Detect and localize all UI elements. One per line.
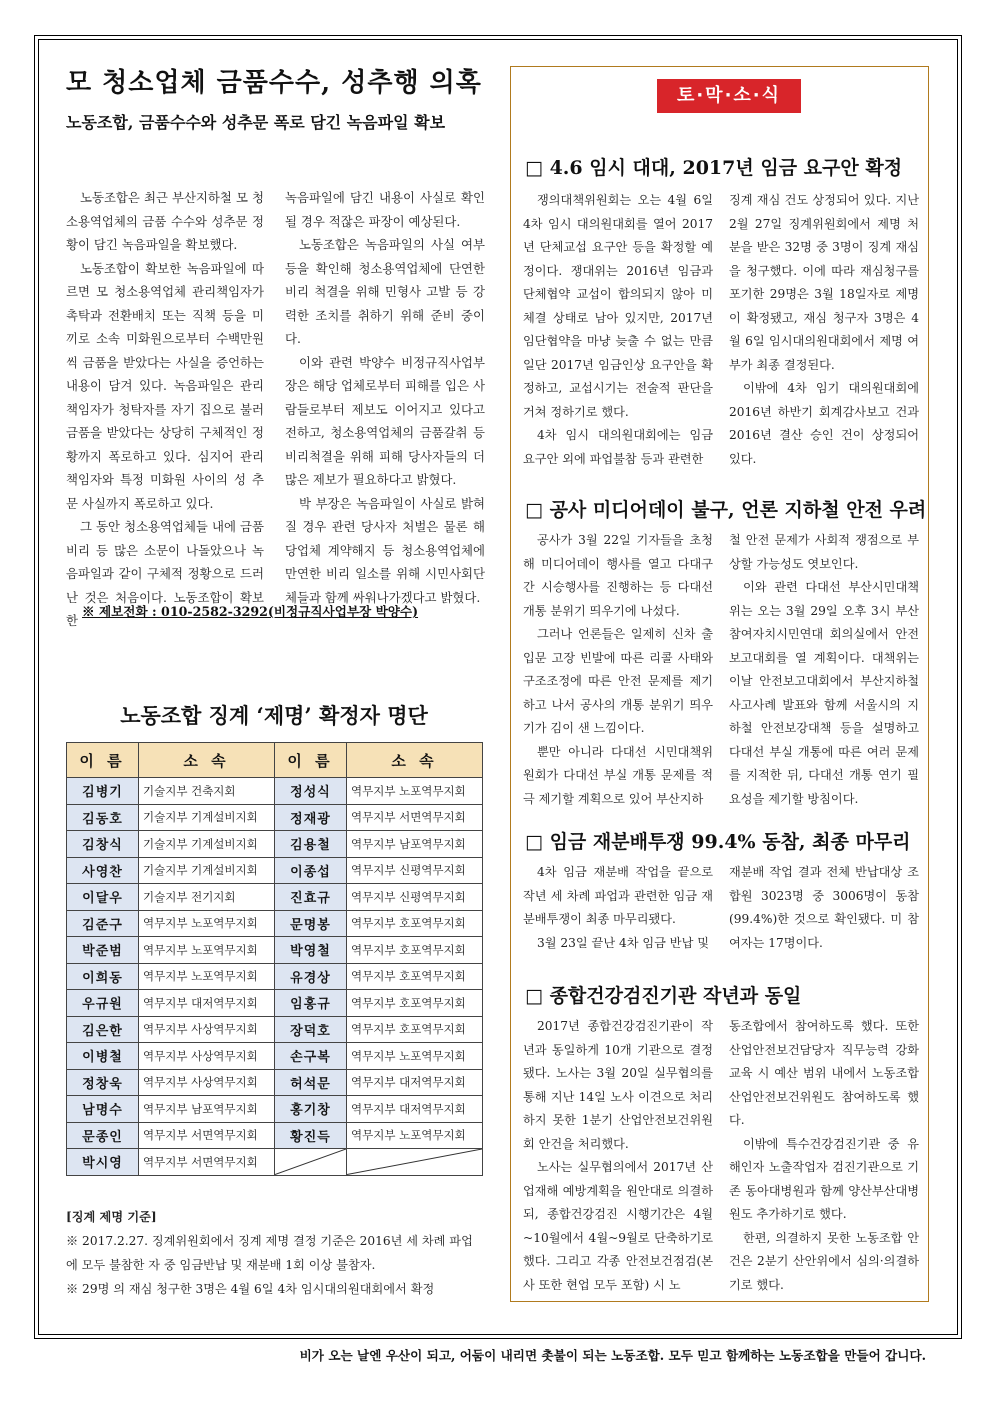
member-affiliation: 역무지부 호포역무지회 — [347, 937, 483, 964]
roster-row — [67, 990, 483, 1017]
article-headline: 모 청소업체 금품수수, 성추행 의혹 — [66, 68, 482, 98]
news-paragraph: 그러나 언론들은 일제히 신차 출입문 고장 빈발에 따른 리콜 사태와 구조조정에 따른 안전 문제를 제기하고 나서 공사의 개통 분위기 띄우기가 김이 샌 느낌이다. — [523, 627, 713, 735]
news-paragraph: 공사가 3월 22일 기자들을 초청해 미디어데이 행사를 열고 다대구간 시승행사를 진행하는 등 다대선 개통 분위기 띄우기에 나섰다. — [523, 533, 713, 618]
member-affiliation: 역무지부 노포역무지회 — [139, 963, 275, 990]
news-paragraph: 2017년 종합건강검진기관이 작년과 동일하게 10개 기관으로 결정됐다. 노사는 3월 20일 실무협의를 통해 지난 14일 노사 이견으로 처리하지 못한 1분기 산업안전보건위원회 안건을 처리했다. — [523, 1019, 713, 1151]
article-paragraph: 그 동안 청소용역업체들 내에 금품비리 등 많은 소문이 나돌았으나 녹음파일과 같이 구체적 정황으로 드러난 것은 처음이다. 노동조합이 확보한 — [66, 519, 264, 628]
news-section-title: □ 4.6 임시 대대, 2017년 임금 요구안 확정 — [525, 157, 903, 179]
roster-row — [67, 1043, 483, 1070]
news-section-title: □ 공사 미디어데이 불구, 언론 지하철 안전 우려 — [525, 499, 927, 521]
member-affiliation: 역무지부 호포역무지회 — [347, 1016, 483, 1043]
member-affiliation: 역무지부 대저역무지회 — [139, 990, 275, 1017]
member-name: 이달우 — [67, 884, 139, 911]
news-paragraph: 4차 임금 재분배 작업을 끝으로 작년 세 차례 파업과 관련한 임금 재분배투쟁이 최종 마무리됐다. — [523, 865, 713, 926]
news-column — [523, 189, 713, 471]
slash-mark — [275, 1149, 346, 1175]
member-name: 임홍규 — [275, 990, 347, 1017]
member-name: 장덕호 — [275, 1016, 347, 1043]
member-name: 황진득 — [275, 1122, 347, 1149]
member-affiliation: 역무지부 남포역무지회 — [347, 831, 483, 858]
news-column — [729, 1015, 919, 1297]
news-paragraph: 재분배 작업 결과 전체 반납대상 조합원 3023명 중 3006명이 동참(99.4%)한 것으로 확인됐다. 미 참여자는 17명이다. — [729, 865, 919, 950]
member-affiliation: 기술지부 건축지회 — [139, 778, 275, 805]
article-paragraph: 노동조합이 확보한 녹음파일에 따르면 모 청소용역업체 관리책임자가 촉탁과 전환배치 또는 직책 등을 미끼로 소속 미화원으로부터 수백만원씩 금품을 받았다는 사실을 증언하는 내용이 담겨 있다. 녹음파일은 관리책임자가 청탁자를 자기 집으로 불러 금품을 받았다는 상당히 구체적인 정황까지 폭로하고 있다. 심지어 관리책임자와 특정 미화원 사이의 성 추문 사실까지 폭로하고 있다. — [66, 260, 264, 511]
news-column — [729, 861, 919, 955]
article-paragraph: 노동조합은 녹음파일의 사실 여부 등을 확인해 청소용역업체에 단연한 비리 척결을 위해 민형사 고발 등 강력한 조치를 취하기 위해 준비 중이다. — [285, 237, 485, 346]
article-subhead: 노동조합, 금품수수와 성추문 폭로 담긴 녹음파일 확보 — [66, 113, 446, 132]
news-paragraph: 철 안전 문제가 사회적 쟁점으로 부상할 가능성도 엿보인다. — [729, 533, 919, 571]
roster-title: 노동조합 징계 ‘제명’ 확정자 명단 — [120, 703, 428, 728]
member-name: 허석문 — [275, 1069, 347, 1096]
member-name: 문종인 — [67, 1122, 139, 1149]
member-affiliation: 역무지부 사상역무지회 — [139, 1016, 275, 1043]
member-affiliation: 역무지부 신평역무지회 — [347, 857, 483, 884]
member-affiliation: 역무지부 서면역무지회 — [139, 1149, 275, 1176]
member-name: 사영찬 — [67, 857, 139, 884]
member-affiliation: 역무지부 사상역무지회 — [139, 1069, 275, 1096]
member-name: 이병철 — [67, 1043, 139, 1070]
news-paragraph: 쟁의대책위원회는 오는 4월 6일 4차 임시 대의원대회를 열어 2017년 단체교섭 요구안 등을 확정할 예정이다. 쟁대위는 2016년 임금과 단체협약 교섭이 합의되지 않아 미체결 상태로 남아 있지만, 2017년 임단협약을 마냥 늦출 수 없는 만큼 일단 2017년 임금인상 요구안을 확정하고, 교섭시기는 전술적 판단을 거쳐 정하기로 했다. — [523, 193, 713, 419]
member-name: 김병기 — [67, 778, 139, 805]
news-paragraph: 노사는 실무협의에서 2017년 산업재해 예방계획을 원안대로 의결하되, 종합건강검진 시행기간은 4월~10월에서 4월~9월로 단축하기로 했다. 그리고 각종 안전보건점검(본사 또한 현업 모두 포함) 시 노 — [523, 1160, 713, 1292]
roster-row — [67, 778, 483, 805]
member-affiliation: 역무지부 노포역무지회 — [347, 1122, 483, 1149]
member-affiliation: 역무지부 노포역무지회 — [347, 778, 483, 805]
news-paragraph: 이밖에 4차 임기 대의원대회에 2016년 하반기 회계감사보고 건과 2016년 결산 승인 건이 상정되어 있다. — [729, 381, 919, 466]
criteria-title: [징계 제명 기준] — [66, 1210, 157, 1224]
member-name: 정재광 — [275, 804, 347, 831]
news-section-title: □ 임금 재분배투쟁 99.4% 동참, 최종 마무리 — [525, 831, 911, 853]
roster-row — [67, 1149, 483, 1176]
member-affiliation: 기술지부 기계설비지회 — [139, 857, 275, 884]
news-brief-box — [510, 66, 929, 1302]
news-paragraph: 동조합에서 참여하도록 했다. 또한 산업안전보건담당자 직무능력 강화교육 시 예산 범위 내에서 노동조합 산업안전보건위원도 참여하도록 했다. — [729, 1019, 919, 1127]
member-affiliation: 역무지부 노포역무지회 — [347, 1043, 483, 1070]
news-column — [523, 529, 713, 811]
roster-row — [67, 963, 483, 990]
member-name: 박영철 — [275, 937, 347, 964]
roster-row — [67, 937, 483, 964]
member-name: 김은한 — [67, 1016, 139, 1043]
member-name: 김준구 — [67, 910, 139, 937]
member-name: 남명수 — [67, 1096, 139, 1123]
member-affiliation: 역무지부 사상역무지회 — [139, 1043, 275, 1070]
member-affiliation: 기술지부 전기지회 — [139, 884, 275, 911]
roster-table — [66, 742, 483, 1176]
article-paragraph: 박 부장은 녹음파일이 사실로 밝혀질 경우 관련 당사자 처벌은 물론 해당업체 계약해지 등 청소용역업체에 만연한 비리 일소를 위해 시민사회단체들과 함께 싸워나가겠다고 밝혔다. — [285, 495, 485, 605]
member-affiliation: 역무지부 노포역무지회 — [139, 910, 275, 937]
empty-cell — [347, 1149, 483, 1176]
member-name: 김창식 — [67, 831, 139, 858]
header-name: 이 름 — [275, 743, 347, 778]
footer-slogan: 비가 오는 날엔 우산이 되고, 어둠이 내리면 촛불이 되는 노동조합. 모두 믿고 함께하는 노동조합을 만들어 갑니다. — [299, 1348, 926, 1363]
criteria-item: ※ 29명 의 재심 청구한 3명은 4월 6일 4차 임시대의원대회에서 확정 — [66, 1282, 435, 1296]
member-name: 박시영 — [67, 1149, 139, 1176]
member-affiliation: 역무지부 호포역무지회 — [347, 963, 483, 990]
member-name: 유경상 — [275, 963, 347, 990]
roster-row — [67, 1096, 483, 1123]
roster-body — [67, 778, 483, 1176]
roster-row — [67, 910, 483, 937]
roster-row — [67, 1069, 483, 1096]
news-paragraph: 이밖에 특수건강검진기관 중 유해인자 노출작업자 검진기관으로 기존 동아대병원과 함께 양산부산대병원도 추가하기로 했다. — [729, 1136, 919, 1221]
news-paragraph: 이와 관련 다대선 부산시민대책위는 오는 3월 29일 오후 3시 부산참여자치시민연대 회의실에서 안전보고대회를 열 계획이다. 대책위는 이날 안전보고대회에서 부산지하철 사고사례 발표와 함께 서울시의 지하철 안전보강대책 등을 설명하고 다대선 부실 개통에 따른 여러 문제를 지적한 뒤, 다대선 개통 연기 필요성을 제기할 방침이다. — [729, 580, 919, 806]
roster-row — [67, 857, 483, 884]
article-paragraph: 노동조합은 최근 부산지하철 모 청소용역업체의 금품 수수와 성추문 정황이 담긴 녹음파일을 확보했다. — [66, 190, 264, 252]
header-affiliation: 소 속 — [139, 743, 275, 778]
member-name: 홍기창 — [275, 1096, 347, 1123]
roster-row — [67, 1016, 483, 1043]
member-affiliation: 역무지부 호포역무지회 — [347, 990, 483, 1017]
empty-cell — [275, 1149, 347, 1176]
member-name: 이희동 — [67, 963, 139, 990]
member-name: 정성식 — [275, 778, 347, 805]
article-column-1 — [66, 186, 264, 633]
news-paragraph: 3월 23일 끝난 4차 임금 반납 및 — [537, 935, 709, 950]
tip-phone: ※ 제보전화 : 010-2582-3292(비정규직사업부장 박양수) — [82, 604, 419, 619]
member-affiliation: 역무지부 서면역무지회 — [347, 804, 483, 831]
member-name: 박준범 — [67, 937, 139, 964]
member-name: 정창욱 — [67, 1069, 139, 1096]
member-affiliation: 역무지부 남포역무지회 — [139, 1096, 275, 1123]
news-column — [523, 861, 713, 955]
news-paragraph: 뿐만 아니라 다대선 시민대책위원회가 다대선 부실 개통 문제를 적극 제기할 계획으로 있어 부산지하 — [523, 744, 713, 806]
news-column — [523, 1015, 713, 1297]
member-name: 우규원 — [67, 990, 139, 1017]
roster-row — [67, 884, 483, 911]
member-affiliation: 기술지부 기계설비지회 — [139, 804, 275, 831]
member-name: 문명봉 — [275, 910, 347, 937]
member-affiliation: 기술지부 기계설비지회 — [139, 831, 275, 858]
article-paragraph: 이와 관련 박양수 비정규직사업부장은 해당 업체로부터 피해를 입은 사람들로부터 제보도 이어지고 있다고 전하고, 청소용역업체의 금품갈취 등 비리척결을 위해 피해 당사자들의 더 많은 제보가 필요하다고 밝혔다. — [285, 354, 485, 487]
roster-header-row — [67, 743, 483, 778]
member-affiliation: 역무지부 노포역무지회 — [139, 937, 275, 964]
news-column — [729, 529, 919, 811]
slash-mark — [347, 1149, 482, 1175]
roster-row — [67, 831, 483, 858]
member-affiliation: 역무지부 호포역무지회 — [347, 910, 483, 937]
member-affiliation: 역무지부 대저역무지회 — [347, 1069, 483, 1096]
criteria-item: ※ 2017.2.27. 징계위원회에서 징계 제명 결정 기준은 2016년 세 차례 파업에 모두 불참한 자 중 임금반납 및 재분배 1회 이상 불참자. — [66, 1234, 473, 1272]
news-paragraph: 징계 재심 건도 상정되어 있다. 지난 2월 27일 징계위원회에서 제명 처분을 받은 32명 중 3명이 징계 재심을 청구했다. 이에 따라 재심청구를 포기한 29명은 3월 18일자로 제명이 확정됐고, 재심 청구자 3명은 4월 6일 임시대의원대회에서 제명 여부가 최종 결정된다. — [729, 193, 919, 372]
news-section-title: □ 종합건강검진기관 작년과 동일 — [525, 985, 802, 1007]
news-paragraph: 한편, 의결하지 못한 노동조합 안건은 2분기 산안위에서 심의·의결하기로 했다. — [729, 1230, 919, 1292]
member-name: 김용철 — [275, 831, 347, 858]
roster-row — [67, 1122, 483, 1149]
member-name: 손구복 — [275, 1043, 347, 1070]
member-affiliation: 역무지부 대저역무지회 — [347, 1096, 483, 1123]
article-column-2 — [285, 186, 485, 609]
news-column — [729, 189, 919, 471]
header-affiliation: 소 속 — [347, 743, 483, 778]
member-affiliation: 역무지부 서면역무지회 — [139, 1122, 275, 1149]
news-badge: 토·막·소·식 — [657, 79, 801, 113]
member-name: 진효규 — [275, 884, 347, 911]
article-paragraph: 녹음파일에 담긴 내용이 사실로 확인될 경우 적잖은 파장이 예상된다. — [285, 190, 485, 229]
criteria-box — [66, 1205, 484, 1301]
news-paragraph: 4차 임시 대의원대회에는 임금 요구안 외에 파업불참 등과 관련한 — [523, 428, 713, 466]
member-name: 김동호 — [67, 804, 139, 831]
roster-row — [67, 804, 483, 831]
member-affiliation: 역무지부 신평역무지회 — [347, 884, 483, 911]
member-name: 이종섭 — [275, 857, 347, 884]
header-name: 이 름 — [67, 743, 139, 778]
